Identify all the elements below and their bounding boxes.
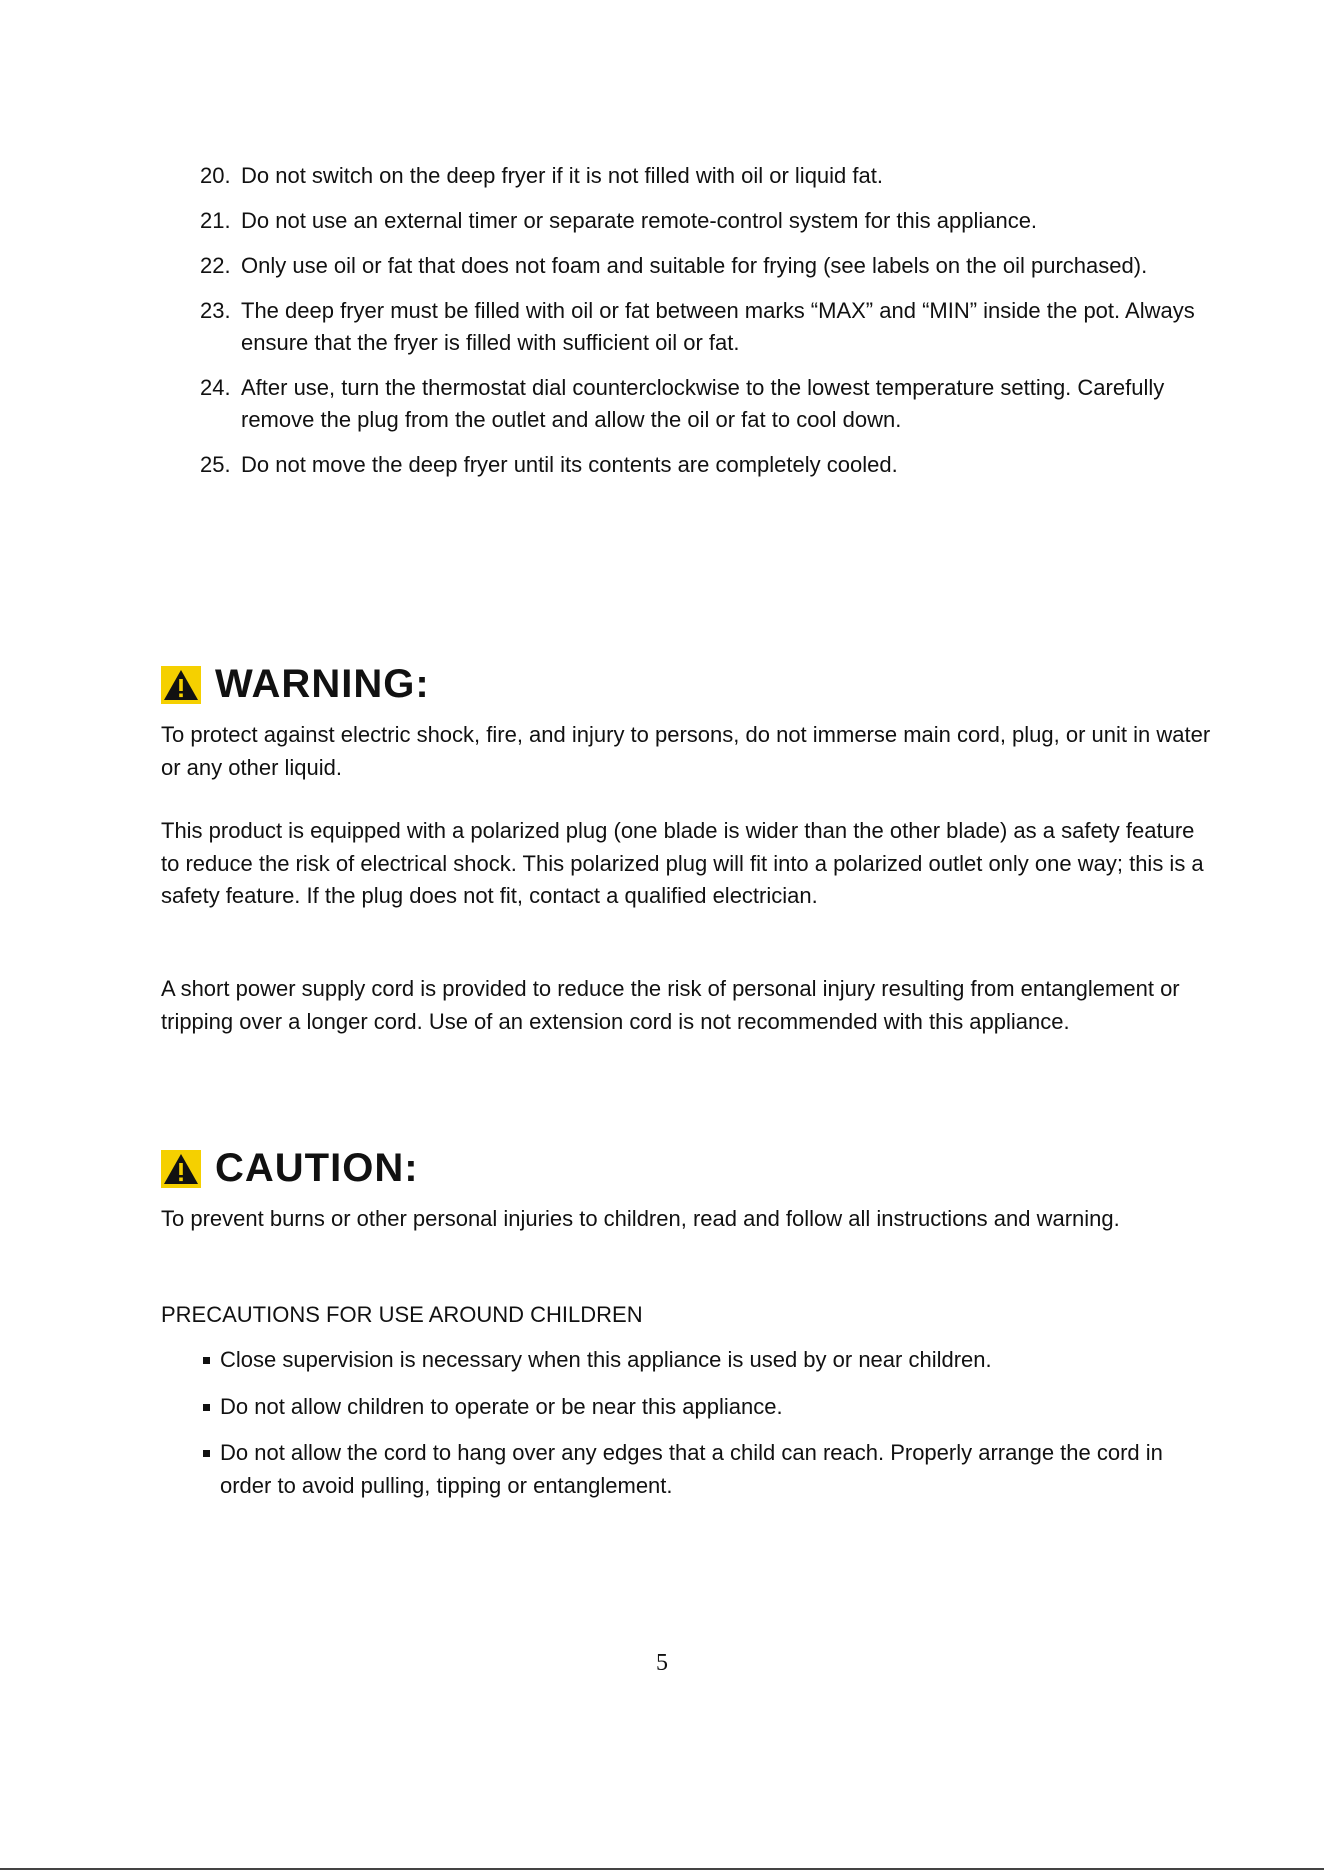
- warning-triangle-icon: [161, 1150, 201, 1188]
- list-item: [200, 372, 1210, 436]
- list-item-text: The deep fryer must be filled with oil or fat between marks “MAX” and “MIN” inside the pot. Always ensure that the fryer is filled with sufficient oil or fat.: [241, 298, 1195, 355]
- bullet-item: Close supervision is necessary when this appliance is used by or near children.: [200, 1344, 1210, 1377]
- warning-heading: [161, 662, 430, 707]
- safety-numbered-list: [200, 160, 1210, 494]
- caution-heading: [161, 1146, 419, 1191]
- list-item: [200, 205, 1210, 237]
- list-item-text: Do not use an external timer or separate remote-control system for this appliance.: [241, 208, 1038, 233]
- bullet-item: Do not allow children to operate or be near this appliance.: [200, 1391, 1210, 1424]
- list-item: [200, 449, 1210, 481]
- bullet-item: Do not allow the cord to hang over any edges that a child can reach. Properly arrange the cord in order to avoid pulling, tipping or entanglement.: [200, 1437, 1210, 1502]
- page-number: 5: [656, 1650, 668, 1676]
- warning-paragraph: A short power supply cord is provided to reduce the risk of personal injury resulting from entanglement or tripping over a longer cord. Use of an extension cord is not recommended with this appliance.: [161, 976, 1180, 1034]
- list-item: [200, 160, 1210, 192]
- list-number: 22.: [200, 253, 231, 278]
- precautions-bullet-list: [200, 1344, 1210, 1516]
- precautions-subheading: PRECAUTIONS FOR USE AROUND CHILDREN: [161, 1302, 643, 1327]
- warning-title: WARNING:: [215, 662, 430, 706]
- list-item-text: Do not move the deep fryer until its contents are completely cooled.: [241, 452, 898, 477]
- list-item-text: After use, turn the thermostat dial counterclockwise to the lowest temperature setting. Carefully remove the plug from the outlet and allow the oil or fat to cool down.: [241, 375, 1165, 432]
- caution-paragraph: To prevent burns or other personal injuries to children, read and follow all instructions and warning.: [161, 1206, 1120, 1231]
- list-number: 23.: [200, 298, 231, 323]
- warning-triangle-icon: [161, 666, 201, 704]
- bottom-rule: [0, 1868, 1324, 1870]
- list-item: [200, 250, 1210, 282]
- caution-title: CAUTION:: [215, 1146, 419, 1190]
- list-number: 24.: [200, 375, 231, 400]
- list-number: 21.: [200, 208, 231, 233]
- warning-paragraph: To protect against electric shock, fire, and injury to persons, do not immerse main cord, plug, or unit in water or any other liquid.: [161, 722, 1211, 780]
- warning-paragraph: This product is equipped with a polarized plug (one blade is wider than the other blade) as a safety feature to reduce the risk of electrical shock. This polarized plug will fit into a polarized outlet only one way; this is a safety feature. If the plug does not fit, contact a qualified electrician.: [161, 818, 1204, 908]
- list-item: [200, 295, 1210, 359]
- list-item-text: Only use oil or fat that does not foam and suitable for frying (see labels on the oil purchased).: [241, 253, 1148, 278]
- list-number: 20.: [200, 163, 231, 188]
- list-item-text: Do not switch on the deep fryer if it is not filled with oil or liquid fat.: [241, 163, 883, 188]
- list-number: 25.: [200, 452, 231, 477]
